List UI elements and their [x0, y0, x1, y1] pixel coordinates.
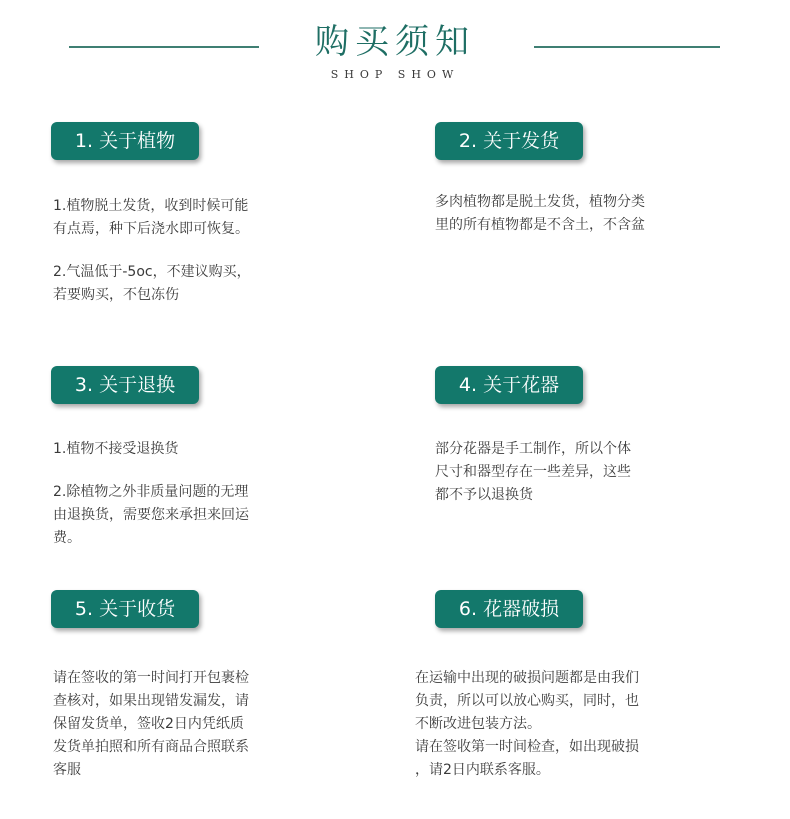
page-subtitle: SHOP SHOW: [330, 68, 460, 81]
section-heading-damage: 6. 花器破损: [435, 590, 583, 628]
page-title: 购买须知: [315, 22, 475, 62]
section-paragraph: 1.植物不接受退换货: [53, 441, 179, 457]
section-heading-plants: 1. 关于植物: [51, 122, 199, 160]
section-body-pots: [435, 438, 675, 507]
section-paragraph: 1.植物脱土发货，收到时候可能 有点焉，种下后浇水即可恢复。: [53, 198, 249, 237]
section-heading-receipt: 5. 关于收货: [51, 590, 199, 628]
section-paragraph: 2.除植物之外非质量问题的无理 由退换货，需要您来承担来回运 费。: [53, 484, 249, 546]
section-body-shipping: [435, 191, 695, 237]
section-paragraph: 2.气温低于-5oc，不建议购买， 若要购买，不包冻伤: [53, 264, 251, 303]
section-paragraph: 在运输中出现的破损问题都是由我们 负责，所以可以放心购买，同时，也 不断改进包装方法。: [415, 670, 639, 732]
section-paragraph: 多肉植物都是脱土发货，植物分类 里的所有植物都是不含土，不含盆: [435, 194, 645, 233]
section-heading-returns: 3. 关于退换: [51, 366, 199, 404]
section-paragraph: 部分花器是手工制作，所以个体 尺寸和器型存在一些差异，这些 都不予以退换货: [435, 441, 631, 503]
section-heading-pots: 4. 关于花器: [435, 366, 583, 404]
section-heading-shipping: 2. 关于发货: [435, 122, 583, 160]
section-body-plants: [53, 195, 293, 307]
section-paragraph: 请在签收第一时间检查，如出现破损 ，请2日内联系客服。: [415, 739, 639, 778]
section-paragraph: 请在签收的第一时间打开包裹检 查核对，如果出现错发漏发，请 保留发货单，签收2日内凭纸质 发货单拍照和所有商品合照联系 客服: [53, 670, 249, 778]
section-body-damage: [415, 667, 705, 782]
section-body-returns: [53, 438, 293, 550]
header-divider-right: [534, 46, 720, 48]
section-body-receipt: [53, 667, 293, 782]
